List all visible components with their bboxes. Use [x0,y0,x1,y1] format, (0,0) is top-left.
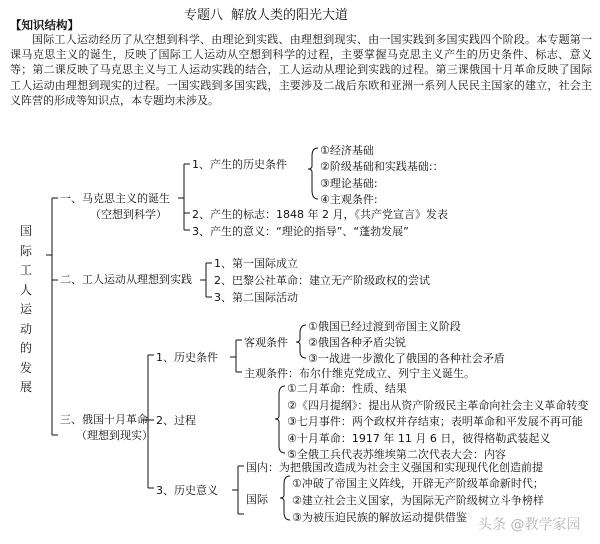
s3-process-item: ④十月革命：1917 年 11 月 6 日，彼得格勒武装起义 [287,432,551,445]
s1-a-heading: 1、产生的历史条件 [192,158,287,171]
s2-title: 二、工人运动从理想到实践 [60,273,192,286]
s2-item: 3、第二国际活动 [214,291,298,304]
s2-bracket [200,263,212,297]
s3-a-bracket [230,340,242,372]
s3-objective-item: ③一战进一步激化了俄国的各种社会矛盾 [308,352,505,365]
s1-subtitle: （空想到科学） [90,208,167,221]
s2-item: 1、第一国际成立 [214,257,298,270]
s1-title: 一、马克思主义的诞生 [60,192,170,205]
s1-a-item: ③理论基础: [320,177,378,190]
s1-b: 2、产生的标志：1848 年 2 月，《共产党宣言》发表 [192,208,448,221]
unit-label: 专题八 [184,8,224,23]
section-label: 【知识结构】 [10,18,79,32]
s3-process-item: ①二月革命：性质、结果 [287,382,407,395]
s3-process-item: ②《四月提纲》：提出从资产阶级民主革命向社会主义革命转变 [287,399,589,412]
intro-paragraph: 国际工人运动经历了从空想到科学、由理论到实践、由理想到现实、由一国实践到多国实践四个阶段。本专题第一课马克思主义的诞生，反映了国际工人运动从空想到科学的过程，主要掌握马克思主义产生的历史条件、标志、意义等；第二课反映了马克思主义与工人运动实践的结合，工人运动从理论到实践的过程。第三课俄国十月革命反映了国际工人运动由理想到现实的过程。一国实践到多国实践，主要涉及二战后东欧和亚洲一系列人民民主国家的建立，社会主义阵营的形成等知识点，本专题均未涉及。 [10,33,592,107]
s3-c-bracket [232,466,244,514]
root-bracket [46,198,58,435]
s1-bracket [178,164,190,230]
s3-international-item: ②建立社会主义国家，为国际无产阶级树立斗争榜样 [292,494,544,507]
s3-subjective: 主观条件：布尔什维克党成立、列宁主义诞生。 [244,367,475,380]
s3-objective-item: ①俄国已经过渡到帝国主义阶段 [308,320,461,333]
s3-b-brace [275,386,285,453]
s3-international-brace [280,476,290,520]
s2-item: 2、巴黎公社革命：建立无产阶级政权的尝试 [214,274,430,287]
s3-international-item: ③为被压迫民族的解放运动提供借鉴 [292,511,467,524]
s3-process-item: ③七月事件：两个政权并存结束；表明革命和平发展不再可能 [287,415,583,428]
s1-a-item: ④主观条件: [320,193,378,206]
s1-a-brace [308,148,318,199]
s3-international-item: ①冲破了帝国主义阵线，开辟无产阶级革命新时代； [292,477,544,490]
s1-a-item: ①经济基础 [320,144,374,157]
s3-international: 国际 [246,493,268,506]
tree-root: 国际工人运动的发展 [19,224,32,394]
s1-c: 3、产生的意义：“理论的指导”、“蓬勃发展” [192,225,409,238]
s3-c-heading: 3、历史意义 [156,484,218,497]
s3-subtitle: （理想到现实） [76,429,153,442]
s3-title: 三、俄国十月革命 [60,413,148,426]
s3-objective: 客观条件 [244,336,288,349]
s3-a-heading: 1、历史条件 [156,351,218,364]
s3-b-heading: 2、过程 [156,414,196,427]
unit-title: 解放人类的阳光大道 [231,8,349,23]
s1-a-item: ②阶级基础和实践基础:： [320,160,444,173]
s3-domestic: 国内：为把俄国改造成为社会主义强国和实现现代化创造前提 [246,461,543,474]
watermark: 头条 @教学家园 [478,517,581,533]
s3-process-item: ⑤全俄工兵代表苏维埃第二次代表大会：内容 [287,448,506,461]
s3-objective-brace [296,325,306,358]
s3-objective-item: ②俄国各种矛盾尖锐 [308,336,406,349]
